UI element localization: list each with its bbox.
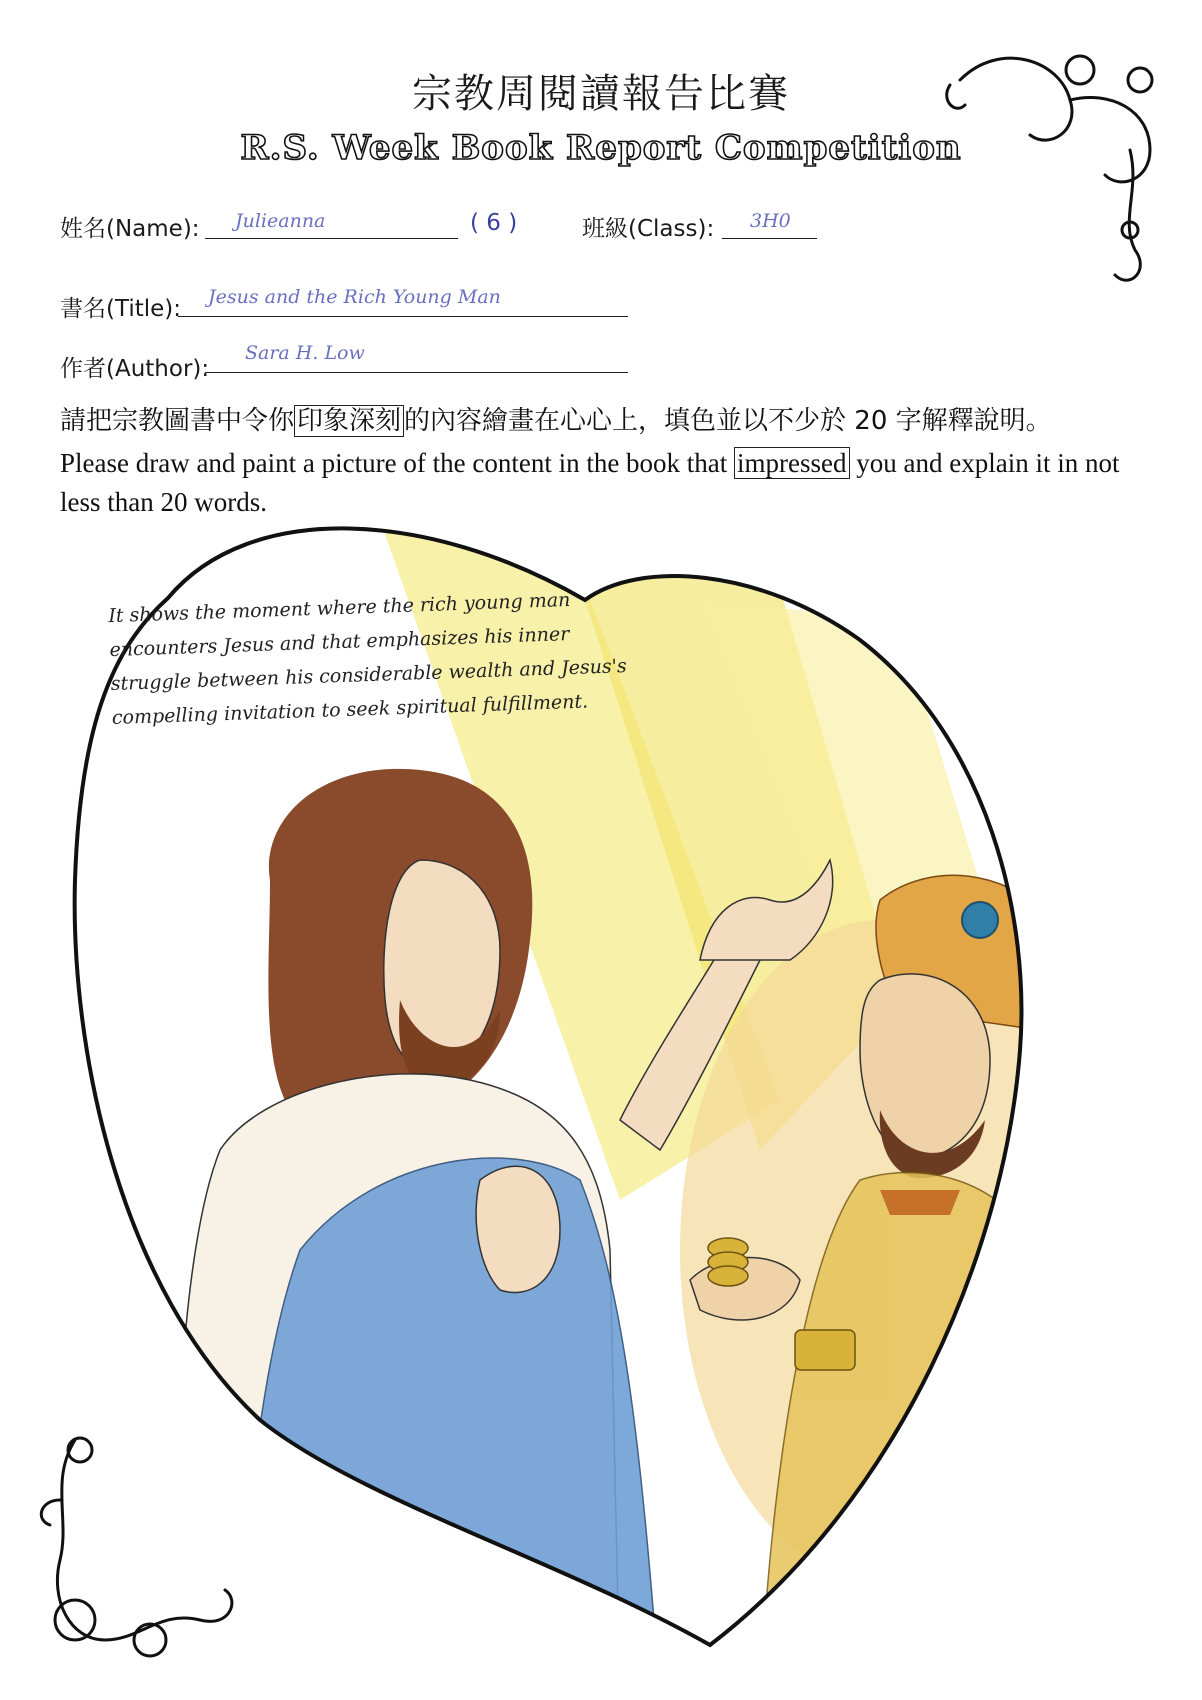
name-label: 姓名(Name): [60, 216, 200, 242]
class-label: 班級(Class): [582, 216, 715, 242]
instruction-zh-highlight: 印象深刻 [294, 405, 404, 437]
title-label: 書名(Title): [60, 296, 181, 322]
flourish-bottom-left-icon [41, 1438, 232, 1656]
student-number: ( 6 ) [470, 210, 518, 236]
caption-text: It shows the moment where the rich young man encounters Jesus and that emphasizes his inner struggle between his considerable wealth and Jesus's compelling invitation to seek spiritual fulfillment. [107, 588, 628, 730]
title-chinese: 宗教周閱讀報告比賽 [412, 71, 790, 117]
instruction-zh-part2: 的內容繪畫在心心上，填色並以不少於 20 字解釋說明。 [404, 406, 1052, 436]
instruction-en-part2: you and explain it in not less than 20 words. [60, 448, 1120, 517]
class-value: 3H0 [750, 210, 791, 232]
name-value: Julieanna [235, 210, 326, 232]
author-value: Sara H. Low [245, 342, 365, 364]
instruction-en-part1: Please draw and paint a picture of the content in the book that [60, 448, 735, 478]
flourish-top-right-icon [947, 56, 1152, 280]
instruction-zh-part1: 請把宗教圖書中令你 [60, 406, 295, 436]
title-english: R.S. Week Book Report Competition [240, 128, 962, 168]
instruction-en-highlight: impressed [734, 447, 849, 479]
title-value: Jesus and the Rich Young Man [208, 286, 501, 308]
author-label: 作者(Author): [60, 356, 210, 382]
